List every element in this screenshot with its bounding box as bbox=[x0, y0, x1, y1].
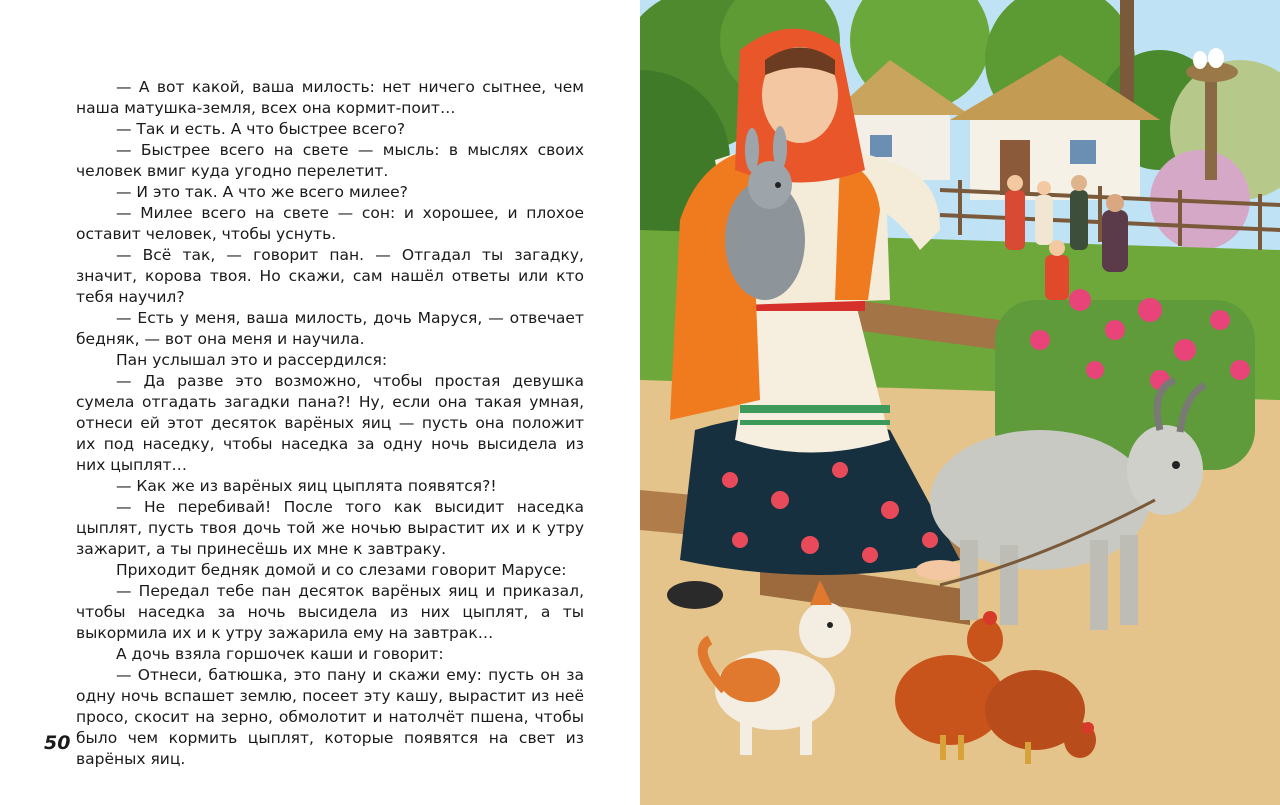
illustration bbox=[640, 0, 1280, 805]
illustration-page bbox=[640, 0, 1280, 805]
paragraph: — Передал тебе пан десяток варёных яиц и приказал, чтобы наседка за ночь высидела из них цыплят, а ты выкормила их и к утру зажарила ему на завтрак… bbox=[76, 582, 584, 642]
story-text bbox=[76, 77, 584, 770]
paragraph: — Всё так, — говорит пан. — Отгадал ты загадку, значит, корова твоя. Но скажи, сам нашёл ответы или кто тебя научил? bbox=[76, 246, 584, 306]
paragraph: Пан услышал это и рассердился: bbox=[116, 351, 388, 369]
paragraph: — Как же из варёных яиц цыплята появятся?! bbox=[116, 477, 497, 495]
paragraph: — Отнеси, батюшка, это пану и скажи ему: пусть он за одну ночь вспашет землю, посеет эту кашу, вырастит из неё просо, скосит на зерно, обмолотит и натолчёт пшена, чтобы было чем кормить цыплят, которые появятся на свет из варёных яиц. bbox=[76, 666, 584, 768]
paragraph: — Да разве это возможно, чтобы простая девушка сумела отгадать загадки пана?! Ну, если она такая умная, отнеси ей этот десяток варёных яиц — пусть она положит их под наседку, чтобы наседка за одну ночь высидела из них цыплят… bbox=[76, 372, 584, 474]
paragraph: — А вот какой, ваша милость: нет ничего сытнее, чем наша матушка-земля, всех она кормит-поит… bbox=[76, 78, 584, 117]
paragraph: — Милее всего на свете — сон: и хорошее, и плохое оставит человек, чтобы уснуть. bbox=[76, 204, 584, 243]
paragraph: А дочь взяла горшочек каши и говорит: bbox=[116, 645, 444, 663]
paragraph: — Есть у меня, ваша милость, дочь Маруся, — отвечает бедняк, — вот она меня и научила. bbox=[76, 309, 584, 348]
paragraph: — И это так. А что же всего милее? bbox=[116, 183, 408, 201]
paragraph: — Не перебивай! После того как высидит наседка цыплят, пусть твоя дочь той же ночью вырастит их и к утру зажарит, а ты принесёшь их мне к завтраку. bbox=[76, 498, 584, 558]
paragraph: — Быстрее всего на свете — мысль: в мыслях своих человек вмиг куда угодно перелетит. bbox=[76, 141, 584, 180]
paragraph: Приходит бедняк домой и со слезами говорит Марусе: bbox=[116, 561, 567, 579]
page-number: 50 bbox=[44, 732, 71, 754]
paragraph: — Так и есть. А что быстрее всего? bbox=[116, 120, 406, 138]
